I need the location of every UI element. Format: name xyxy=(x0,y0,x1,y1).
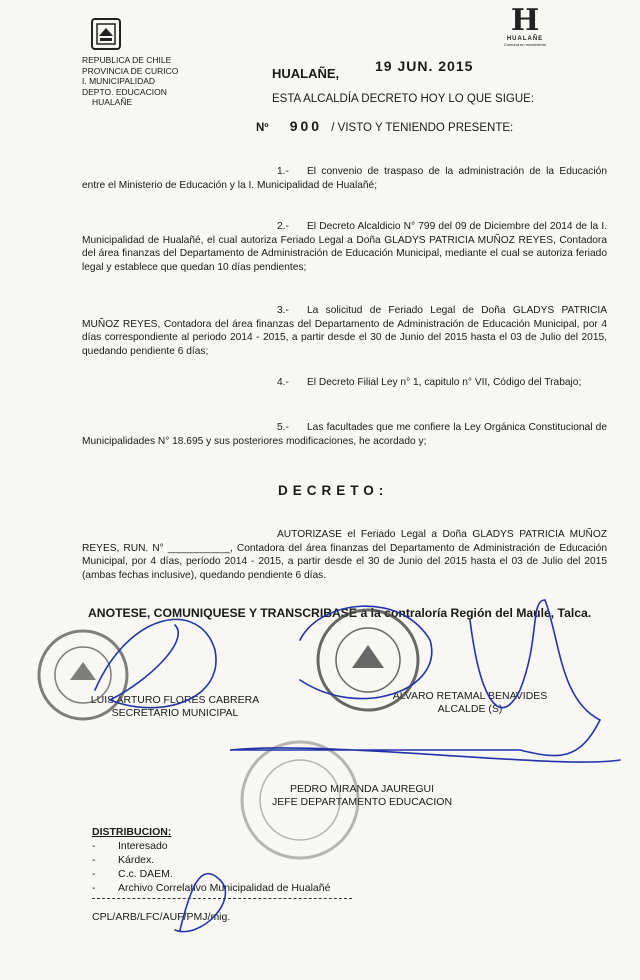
initials: CPL/ARB/LFC/AUF/PMJ/mig. xyxy=(92,911,231,923)
date-stamp: 19 JUN. 2015 xyxy=(375,58,474,74)
mayor-name: ALVARO RETAMAL BENAVIDES xyxy=(392,690,548,702)
consideration-3 xyxy=(82,304,607,358)
decreto-body xyxy=(82,528,607,582)
anotese-clause: ANOTESE, COMUNIQUESE Y TRANSCRIBASE a la contraloría Región del Maule, Talca. xyxy=(88,606,592,620)
consideration-text: El Decreto Alcaldicio N° 799 del 09 de Diciembre del 2014 de la I. Municipalidad de Hualañé, el cual autoriza Feriado Legal a Doña GLADYS PATRICIA MUÑOZ REYES, Contadora del área finanzas del Departamento de Administración de Educación Municipal, mediante el cual se autoriza feriado legal y establece que quedan 10 días pendientes; xyxy=(82,221,607,273)
decreto-heading: DECRETO: xyxy=(278,483,389,498)
department-head-signature-block xyxy=(262,783,462,809)
issuer-line: PROVINCIA DE CURICO xyxy=(82,65,179,76)
issuer-block xyxy=(82,55,178,108)
distribution-item: - Archivo Correlativo Municipalidad de Hualañé xyxy=(92,881,330,895)
decree-number-label: Nº xyxy=(256,122,269,134)
mayor-signature-2 xyxy=(230,600,620,762)
logo-tagline: Comuna en movimiento xyxy=(503,42,547,47)
department-head-title: JEFE DEPARTAMENTO EDUCACION xyxy=(271,796,453,808)
consideration-text: La solicitud de Feriado Legal de Doña GLADYS PATRICIA MUÑOZ REYES, Contadora del área finanzas del Departamento de Administración de Educación Municipal, por 4 días correspondiente al periodo 2014 - 2015, a partir desde el 30 de Junio del 2015 hasta el 03 de Julio del 2015, quedando pendiente 6 días; xyxy=(82,305,607,357)
consideration-1 xyxy=(82,165,607,192)
intro-line: ESTA ALCALDÍA DECRETO HOY LO QUE SIGUE: xyxy=(272,93,535,105)
municipality-logo xyxy=(500,3,550,52)
divider xyxy=(92,898,352,899)
consideration-text: Las facultades que me confiere la Ley Orgánica Constitucional de Municipalidades N° 18.695 y sus posteriores modificaciones, he acordado y; xyxy=(82,422,607,447)
distribution-item: - Kárdex. xyxy=(92,853,330,867)
issuer-line: REPUBLICA DE CHILE xyxy=(82,55,172,65)
consideration-text: El convenio de traspaso de la administración de la Educación entre el Ministerio de Educación y la I. Municipalidad de Hualañé; xyxy=(82,166,607,191)
secretary-title: SECRETARIO MUNICIPAL xyxy=(111,707,239,719)
consideration-number: 3.- xyxy=(277,305,289,316)
distribution-item: - Interesado xyxy=(92,839,330,853)
consideration-5 xyxy=(82,421,607,448)
secretary-name: LUIS ARTURO FLORES CABRERA xyxy=(90,694,260,706)
city: HUALAÑE, xyxy=(272,66,340,81)
decreto-text: AUTORIZASE el Feriado Legal a Doña GLADYS PATRICIA MUÑOZ REYES, RUN. N° ___________, Contadora del área finanzas del Departamento de Administración de Educación Municipal, por 4 días, período 2014 - 2015, a partir desde el 30 de Junio del 2015 hasta el 03 de Julio del 2015 (ambas fechas inclusive), quedando pendiente 6 días. xyxy=(82,529,607,581)
consideration-number: 2.- xyxy=(277,221,289,232)
mayor-signature-1 xyxy=(300,606,432,698)
issuer-line: HUALAÑE xyxy=(92,97,133,107)
consideration-2 xyxy=(82,220,607,274)
decree-number-line xyxy=(256,118,513,134)
mayor-signature-block xyxy=(380,690,560,716)
decree-number-suffix: / VISTO Y TENIENDO PRESENTE: xyxy=(331,122,514,134)
logo-mark-icon: H xyxy=(510,3,540,38)
issuer-line: DEPTO. EDUCACION xyxy=(82,86,167,97)
consideration-number: 4.- xyxy=(277,377,289,388)
logo-name: HUALAÑE xyxy=(506,36,544,42)
decree-number: 900 xyxy=(289,118,323,134)
consideration-text: El Decreto Filial Ley n° 1, capitulo n° VII, Código del Trabajo; xyxy=(307,377,582,388)
consideration-number: 1.- xyxy=(277,166,289,177)
coat-of-arms-logo xyxy=(88,16,124,52)
consideration-number: 5.- xyxy=(277,422,289,433)
mayor-title: ALCALDE (S) xyxy=(437,703,503,715)
consideration-4 xyxy=(82,376,607,390)
issuer-line: I. MUNICIPALIDAD xyxy=(82,76,156,86)
distribution-title: DISTRIBUCION: xyxy=(92,826,172,838)
distribution-item: - C.c. DAEM. xyxy=(92,867,330,881)
secretary-signature-block xyxy=(85,694,265,720)
distribution-block xyxy=(92,825,330,895)
department-head-name: PEDRO MIRANDA JAUREGUI xyxy=(289,783,435,795)
